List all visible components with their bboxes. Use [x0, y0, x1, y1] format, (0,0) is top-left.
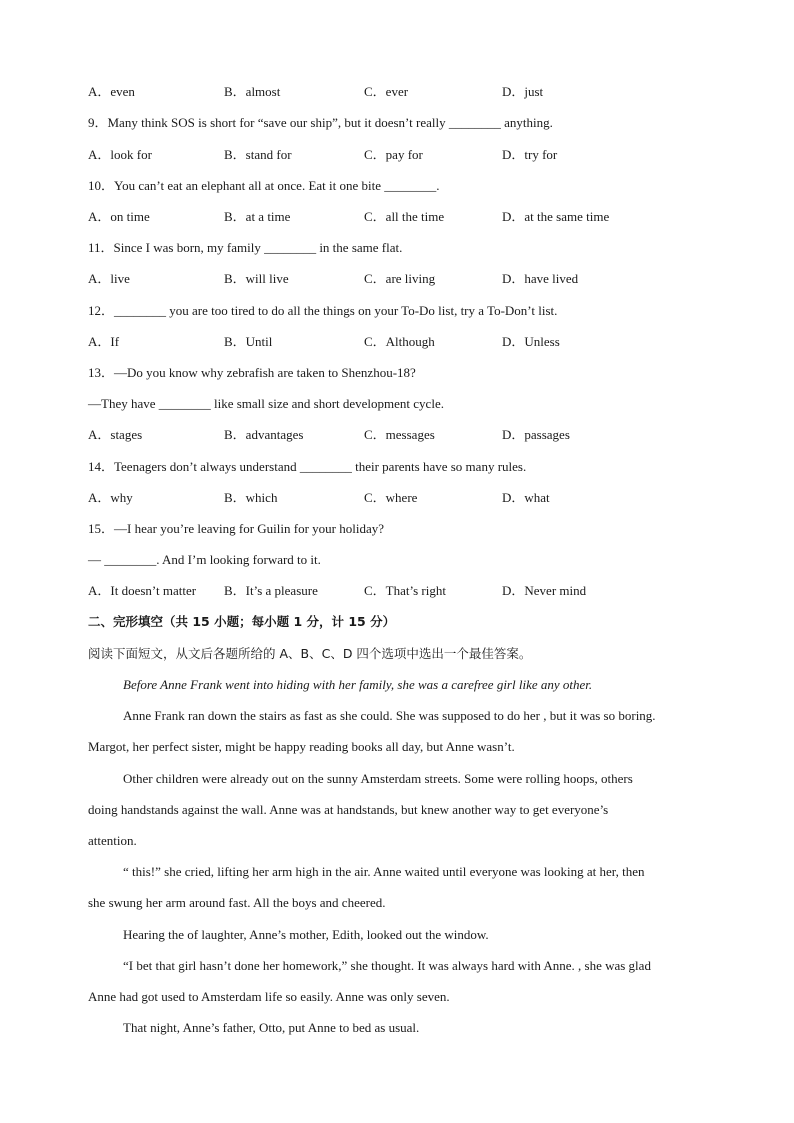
q10-option-d: D．at the same time	[502, 209, 610, 224]
q10-stem: 10．You can’t eat an elephant all at once. Eat it one bite ________.	[88, 178, 440, 193]
q15-option-b: B．It’s a pleasure	[224, 583, 318, 598]
passage-intro: Before Anne Frank went into hiding with her family, she was a carefree girl like any other.	[123, 677, 593, 692]
q13-stem-reply: —They have ________ like small size and short development cycle.	[88, 396, 444, 411]
section-title: 二、完形填空（共 15 小题；每小题 1 分，计 15 分）	[88, 614, 396, 629]
q11-option-c: C．are living	[364, 271, 436, 286]
q14-option-a: A．why	[88, 490, 133, 505]
passage-p6: That night, Anne’s father, Otto, put Anne to bed as usual.	[123, 1020, 420, 1035]
q9-option-a: A．look for	[88, 147, 152, 162]
q15-stem-reply: — ________. And I’m looking forward to it.	[88, 552, 321, 567]
q12-option-a: A．If	[88, 334, 120, 349]
passage-p1-line2: Margot, her perfect sister, might be happy reading books all day, but Anne wasn’t.	[88, 739, 515, 754]
passage-p5-line2: Anne had got used to Amsterdam life so easily. Anne was only seven.	[88, 989, 450, 1004]
q14-option-d: D．what	[502, 490, 550, 505]
section-instruction: 阅读下面短文，从文后各题所给的 A、B、C、D 四个选项中选出一个最佳答案。	[88, 646, 532, 661]
q10-option-b: B．at a time	[224, 209, 291, 224]
q15-option-d: D．Never mind	[502, 583, 587, 598]
q13-option-c: C．messages	[364, 427, 435, 442]
passage-p3-line2: she swung her arm around fast. All the boys and cheered.	[88, 895, 386, 910]
q11-option-b: B．will live	[224, 271, 289, 286]
q11-option-a: A．live	[88, 271, 130, 286]
q11-stem: 11．Since I was born, my family ________ in the same flat.	[88, 240, 403, 255]
q15-option-a: A．It doesn’t matter	[88, 583, 197, 598]
passage-p1-line1: Anne Frank ran down the stairs as fast as she could. She was supposed to do her , but it was so boring.	[123, 708, 656, 723]
q8-option-d: D．just	[502, 84, 544, 99]
q14-option-c: C．where	[364, 490, 418, 505]
q12-option-b: B．Until	[224, 334, 273, 349]
passage-p2-line2: doing handstands against the wall. Anne was at handstands, but knew another way to get everyone’s	[88, 802, 609, 817]
q12-option-d: D．Unless	[502, 334, 560, 349]
q13-option-b: B．advantages	[224, 427, 304, 442]
q15-option-c: C．That’s right	[364, 583, 446, 598]
q13-stem: 13．—Do you know why zebrafish are taken to Shenzhou-18?	[88, 365, 416, 380]
q13-option-a: A．stages	[88, 427, 143, 442]
passage-p5-line1: “I bet that girl hasn’t done her homework,” she thought. It was always hard with Anne. , she was glad	[123, 958, 651, 973]
q12-option-c: C．Although	[364, 334, 435, 349]
q15-stem: 15．—I hear you’re leaving for Guilin for your holiday?	[88, 521, 385, 536]
q9-option-c: C．pay for	[364, 147, 423, 162]
q10-option-a: A．on time	[88, 209, 150, 224]
q9-stem: 9．Many think SOS is short for “save our ship”, but it doesn’t really ________ anything.	[88, 115, 553, 130]
passage-p3-line1: “ this!” she cried, lifting her arm high in the air. Anne waited until everyone was looking at her, then	[123, 864, 645, 879]
q9-option-d: D．try for	[502, 147, 558, 162]
q8-option-a: A．even	[88, 84, 135, 99]
passage-p2-line1: Other children were already out on the sunny Amsterdam streets. Some were rolling hoops, others	[123, 771, 633, 786]
q12-stem: 12．________ you are too tired to do all the things on your To-Do list, try a To-Don’t list.	[88, 303, 558, 318]
passage-p2-line3: attention.	[88, 833, 137, 848]
q13-option-d: D．passages	[502, 427, 570, 442]
q10-option-c: C．all the time	[364, 209, 445, 224]
q8-option-c: C．ever	[364, 84, 409, 99]
q14-stem: 14．Teenagers don’t always understand ________ their parents have so many rules.	[88, 459, 527, 474]
q11-option-d: D．have lived	[502, 271, 579, 286]
passage-p4: Hearing the of laughter, Anne’s mother, Edith, looked out the window.	[123, 927, 489, 942]
q9-option-b: B．stand for	[224, 147, 292, 162]
q14-option-b: B．which	[224, 490, 278, 505]
q8-option-b: B．almost	[224, 84, 281, 99]
